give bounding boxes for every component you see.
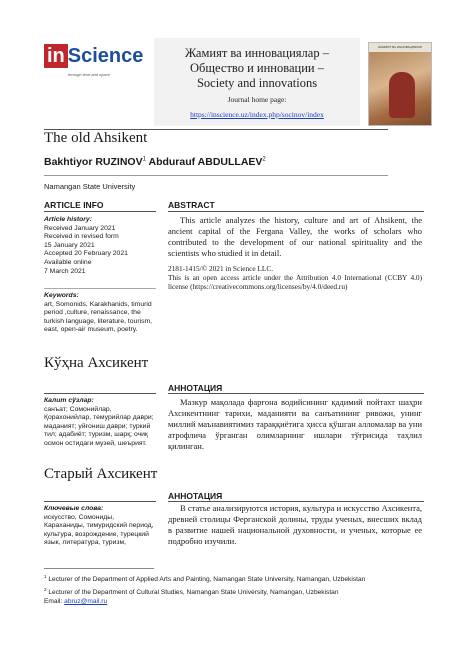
abstract-rule <box>168 211 424 212</box>
abstract-body <box>168 215 422 292</box>
journal-title-line2: Общество и инновации – <box>190 61 324 75</box>
history-item: Received January 2021 <box>44 224 116 232</box>
cover-title: ЖАМИЯТ ВА ИННОВАЦИЯЛАР <box>369 43 431 52</box>
authors-line <box>44 156 266 168</box>
uz-annotation-body <box>168 397 422 452</box>
uz-keywords-top-rule <box>44 393 156 394</box>
history-item: 7 March 2021 <box>44 267 86 275</box>
cover-figure <box>389 72 415 118</box>
logo-science: Science <box>67 45 144 67</box>
history-item: Available online <box>44 258 92 266</box>
email-label: Email: <box>44 598 63 606</box>
uz-annotation-text: Мазкур мақолада фарғона водийсининг қадимий пойтахт шаҳри Ахсикентнинг тарихи, маданияти ва санъатининг ривожи, унинг миллий маънавиятимиз тараққиётига ҳисса қўшган алломалар ва уни атрофлича ўрганган олимларнинг ишлари тўғрисида таҳлил қилинган. <box>168 397 422 451</box>
history-item: Received in revised form <box>44 233 119 241</box>
footnote-1-sup: 1 <box>44 574 47 579</box>
abstract-text: This article analyzes the history, culture and art of Ahsikent, the ancient capital of the Fergana Valley, the works of scholars who contributed to the development of our national spirituality and the scientists who studied it in detail. <box>168 215 422 258</box>
history-label: Article history: <box>44 216 92 223</box>
license-line1: 2181-1415/© 2021 in Science LLC. <box>168 263 274 273</box>
keywords-label: Keywords: <box>44 292 79 299</box>
email-link[interactable]: abruz@mail.ru <box>64 598 108 606</box>
article-info-heading: ARTICLE INFO <box>44 200 104 210</box>
inscience-logo[interactable] <box>44 44 144 104</box>
journal-cover-image <box>368 42 432 126</box>
author-2: Abdurauf ABDULLAEV <box>148 156 263 168</box>
history-item: Accepted 20 February 2021 <box>44 250 128 258</box>
uz-keywords-label: Калит сўзлар: <box>44 397 94 404</box>
journal-home-label: Journal home page: <box>227 95 287 104</box>
article-title: The old Ahsikent <box>44 130 148 146</box>
abstract-heading: ABSTRACT <box>168 200 215 210</box>
uz-annotation-heading: АННОТАЦИЯ <box>168 383 223 393</box>
footnotes <box>44 572 365 607</box>
article-history <box>44 216 154 276</box>
cover-artwork <box>369 52 432 126</box>
author-2-sup: 2 <box>262 156 266 163</box>
footnote-2-text: Lecturer of the Department of Cultural Studies, Namangan State University, Namangan, Uzbekistan <box>48 588 339 596</box>
footnote-divider <box>44 568 154 569</box>
footnote-1-text: Lecturer of the Department of Applied Arts and Painting, Namangan State University, Namangan, Uzbekistan <box>48 576 366 584</box>
affiliation: Namangan State University <box>44 182 136 191</box>
uz-annotation-rule <box>168 393 424 394</box>
ru-keywords-text: искусство, Сомониды, Караханиды, тимуридский период, культура, возрождение, турецкий язык, литература, туризм, <box>44 513 154 547</box>
journal-title-line1: Жамият ва инновациялар – <box>185 46 329 60</box>
license-line2: This is an open access article under the Attribution 4.0 International (CCBY 4.0) license (https://creativecommons.org/licenses/by/4.0/deed.ru) <box>168 272 422 292</box>
authors-divider <box>44 175 388 176</box>
uz-section-title: Кўҳна Ахсикент <box>44 355 149 371</box>
keywords-text: art, Somonids, Karakhanids, timurid period ,culture, renaissance, the turkish language, literature, tourism, east, open-air museum, poetry. <box>44 300 153 334</box>
journal-title-box <box>154 38 360 126</box>
author-1: Bakhtiyor RUZINOV <box>44 156 143 168</box>
footnote-1 <box>44 572 365 585</box>
journal-title-line3: Society and innovations <box>196 76 318 90</box>
ru-annotation-rule <box>168 501 424 502</box>
footnote-2-sup: 2 <box>44 586 47 592</box>
ru-annotation-heading: АННОТАЦИЯ <box>168 491 223 501</box>
ru-annotation-text: В статье анализируются история, культура и искусство Ахсикента, древней столицы Ферганской долины, труды ученых, внесших вклад в развитие нашей национальной духовности, и ученых, которые ее подробно изучили. <box>168 503 422 546</box>
footnote-email <box>44 597 365 607</box>
keywords-block <box>44 292 154 335</box>
journal-header <box>44 38 424 128</box>
ru-annotation-body <box>168 503 422 547</box>
ru-keywords-label: Ключевые слова: <box>44 505 104 512</box>
ru-keywords-block <box>44 505 154 548</box>
logo-tagline: through time and space <box>68 72 110 77</box>
uz-keywords-text: санъат; Сомонийлар, Қорахонийлар, темурийлар даври; маданият; уйғониш даври; туркий тил; адабиёт; туризм, шарқ; очиқ осмон остидаги музей, шеърият. <box>44 405 154 447</box>
history-rule <box>44 288 156 289</box>
author-1-sup: 1 <box>142 156 146 163</box>
ru-keywords-top-rule <box>44 501 156 502</box>
footnote-2 <box>44 585 365 598</box>
ru-section-title: Старый Ахсикент <box>44 466 158 482</box>
uz-keywords-block <box>44 397 154 449</box>
history-item: 15 January 2021 <box>44 241 95 249</box>
logo-in: in <box>44 44 68 68</box>
article-info-rule <box>44 211 156 212</box>
journal-home-link[interactable]: https://inscience.uz/index.php/socinov/index <box>190 110 324 119</box>
